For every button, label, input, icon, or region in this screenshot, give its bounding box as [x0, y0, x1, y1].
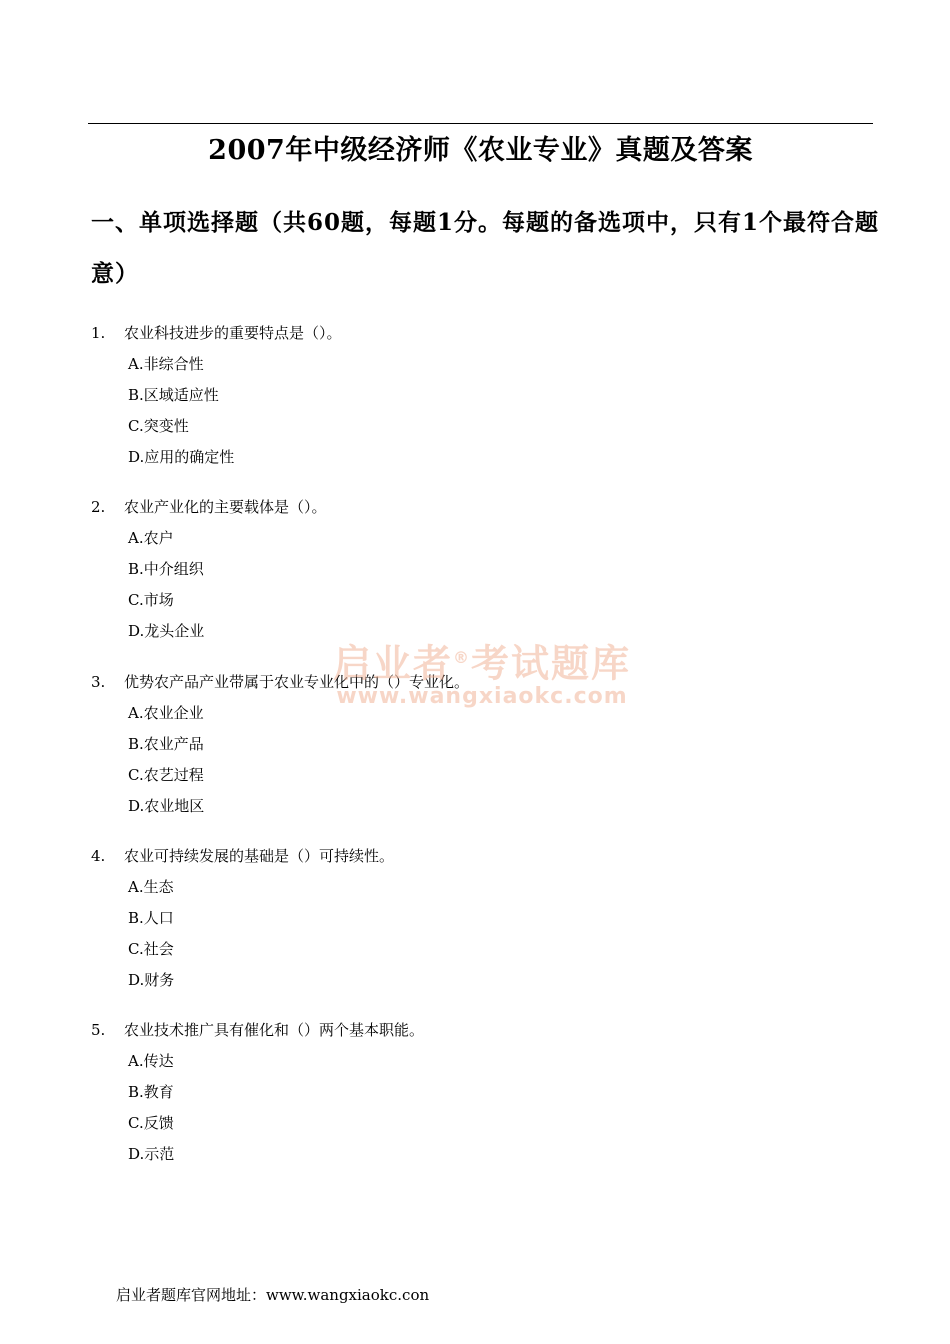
question-1 [91, 318, 851, 473]
option-d: D.农业地区 [128, 797, 205, 815]
footer-site-address: 启业者题库官网地址：www.wangxiaokc.con [116, 1286, 430, 1304]
option-c: C.市场 [128, 591, 174, 609]
question-number: 5. [91, 1021, 106, 1039]
option-a: A.农户 [128, 529, 174, 547]
watermark-tagline: 考试题库 [471, 641, 632, 686]
option-b: B.中介组织 [128, 560, 204, 578]
question-number: 2. [91, 498, 106, 516]
option-b: B.人口 [128, 909, 174, 927]
option-d: D.应用的确定性 [128, 448, 235, 466]
option-c: C.反馈 [128, 1114, 174, 1132]
option-a: A.生态 [128, 878, 174, 896]
option-c: C.社会 [128, 940, 174, 958]
option-d: D.财务 [128, 971, 175, 989]
question-number: 4. [91, 847, 106, 865]
question-text: 农业技术推广具有催化和（）两个基本职能。 [124, 1021, 425, 1039]
question-text: 优势农产品产业带属于农业专业化中的（）专业化。 [124, 673, 470, 691]
option-a: A.农业企业 [128, 704, 204, 722]
registered-mark: ® [453, 648, 471, 667]
header-rule [88, 123, 873, 124]
option-b: B.区域适应性 [128, 386, 219, 404]
option-b: B.教育 [128, 1083, 174, 1101]
watermark-brand: 启业者 [332, 641, 453, 686]
option-a: A.非综合性 [128, 355, 204, 373]
document-title: 2007年中级经济师《农业专业》真题及答案 [208, 135, 753, 166]
option-d: D.龙头企业 [128, 622, 205, 640]
option-c: C.农艺过程 [128, 766, 204, 784]
question-text: 农业可持续发展的基础是（）可持续性。 [124, 847, 395, 865]
question-5 [91, 1015, 851, 1170]
question-number: 3. [91, 673, 106, 691]
option-b: B.农业产品 [128, 735, 204, 753]
question-number: 1. [91, 324, 106, 342]
question-2 [91, 492, 851, 647]
option-c: C.突变性 [128, 417, 189, 435]
question-3 [91, 667, 851, 822]
question-text: 农业科技进步的重要特点是（）。 [124, 324, 342, 342]
question-text: 农业产业化的主要载体是（）。 [124, 498, 327, 516]
option-d: D.示范 [128, 1145, 175, 1163]
question-4 [91, 841, 851, 996]
watermark-url: www.wangxiaokc.com [336, 683, 628, 709]
option-a: A.传达 [128, 1052, 174, 1070]
section-heading: 一、单项选择题（共60题，每题1分。每题的备选项中，只有1个最符合题意） [91, 209, 880, 287]
